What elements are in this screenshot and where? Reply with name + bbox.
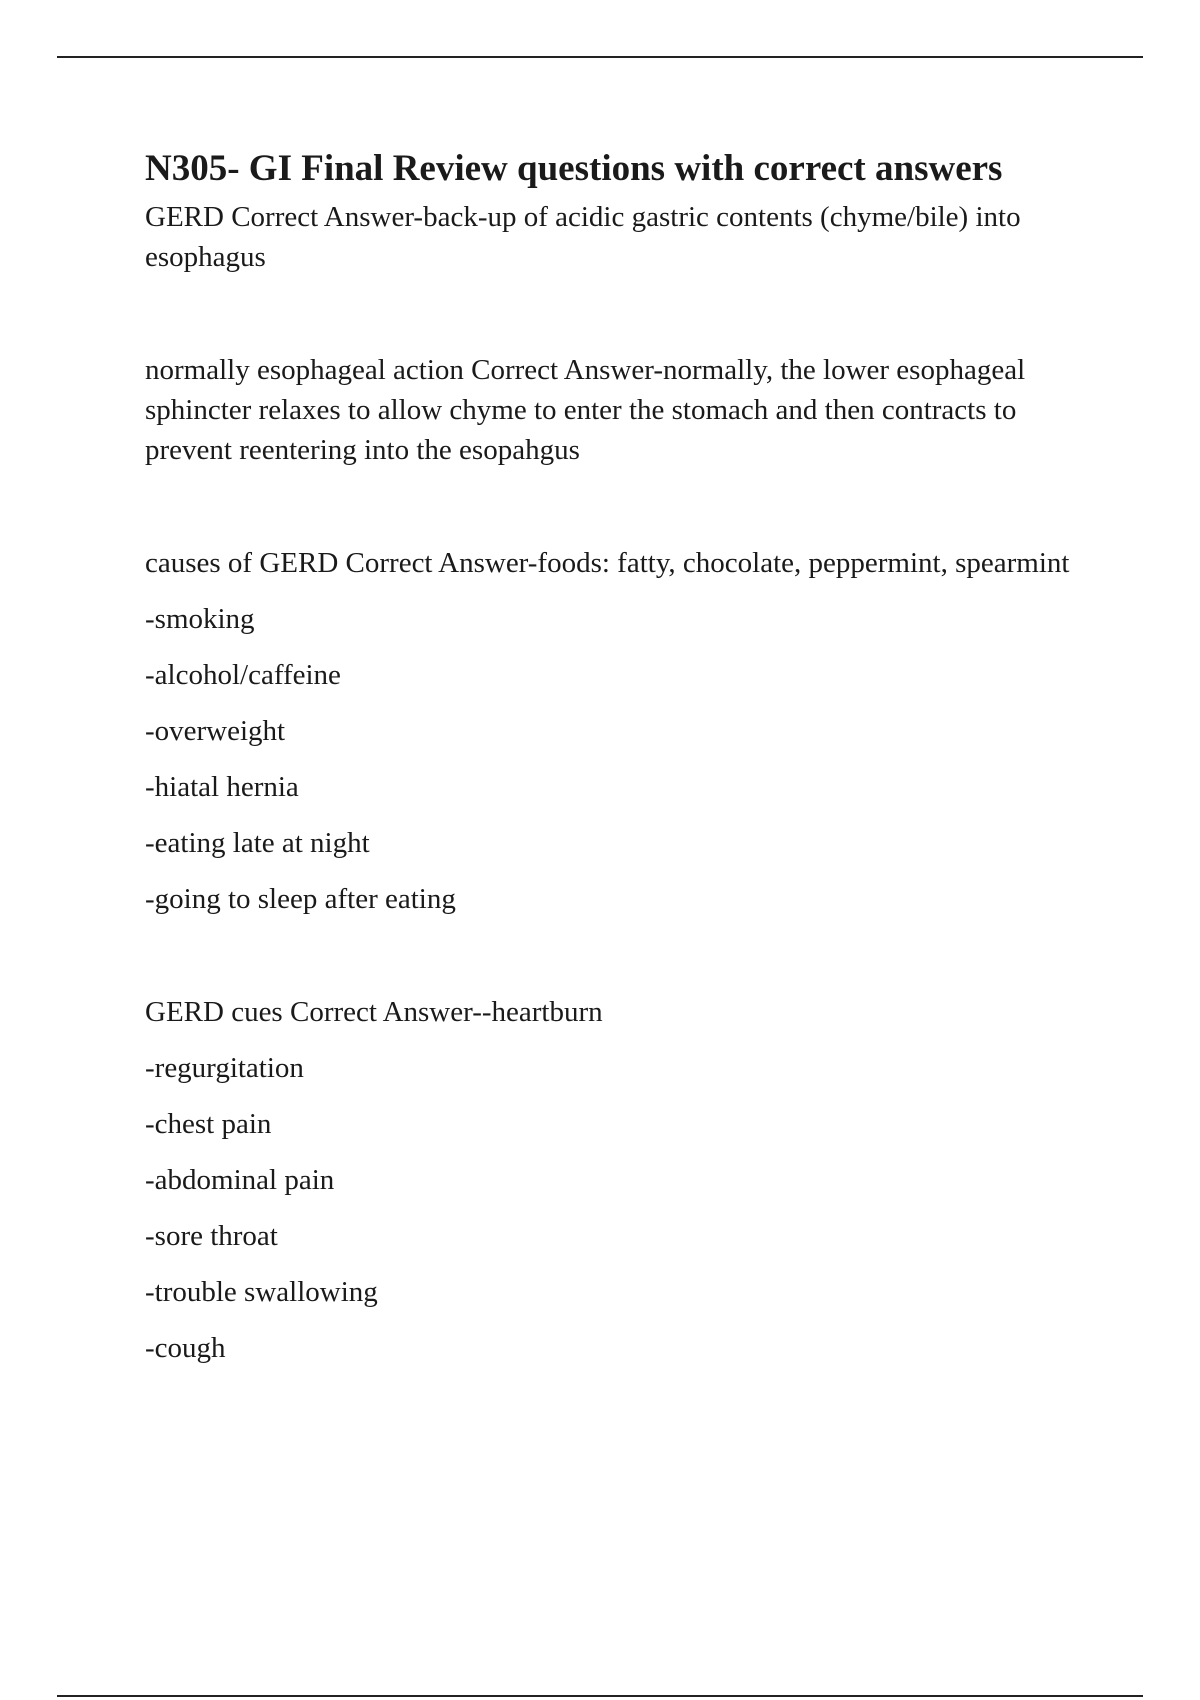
qa-entry-gerd-cues [145, 992, 1080, 1368]
list-item: -going to sleep after eating [145, 883, 456, 915]
document-title: N305- GI Final Review questions with correct answers [145, 148, 1003, 189]
list-item: -sore throat [145, 1220, 278, 1252]
list-item: -regurgitation [145, 1052, 304, 1084]
list-item: -cough [145, 1332, 226, 1364]
list-item: -overweight [145, 715, 286, 747]
document-body [145, 145, 1080, 1368]
list-item: -eating late at night [145, 827, 370, 859]
list-item: -chest pain [145, 1108, 272, 1140]
list-item: -hiatal hernia [145, 771, 299, 803]
qa-entry-causes-of-gerd [145, 543, 1080, 919]
list-item: -abdominal pain [145, 1164, 335, 1196]
list-item: -alcohol/caffeine [145, 659, 341, 691]
entry-text: causes of GERD Correct Answer-foods: fatty, chocolate, peppermint, spearmint [145, 547, 1070, 579]
entry-text: GERD cues Correct Answer--heartburn [145, 996, 603, 1028]
entry-text: normally esophageal action Correct Answer-normally, the lower esophageal sphincter relaxes to allow chyme to enter the stomach and then contracts to prevent reentering into the esopahgus [145, 354, 1026, 466]
footer-rule [57, 1695, 1143, 1697]
header-rule [57, 56, 1143, 58]
list-item: -trouble swallowing [145, 1276, 378, 1308]
entry-text: GERD Correct Answer-back-up of acidic gastric contents (chyme/bile) into esophagus [145, 201, 1021, 273]
list-item: -smoking [145, 603, 255, 635]
qa-entry-gerd [145, 197, 1080, 277]
qa-entry-normal-esophageal-action [145, 350, 1080, 470]
